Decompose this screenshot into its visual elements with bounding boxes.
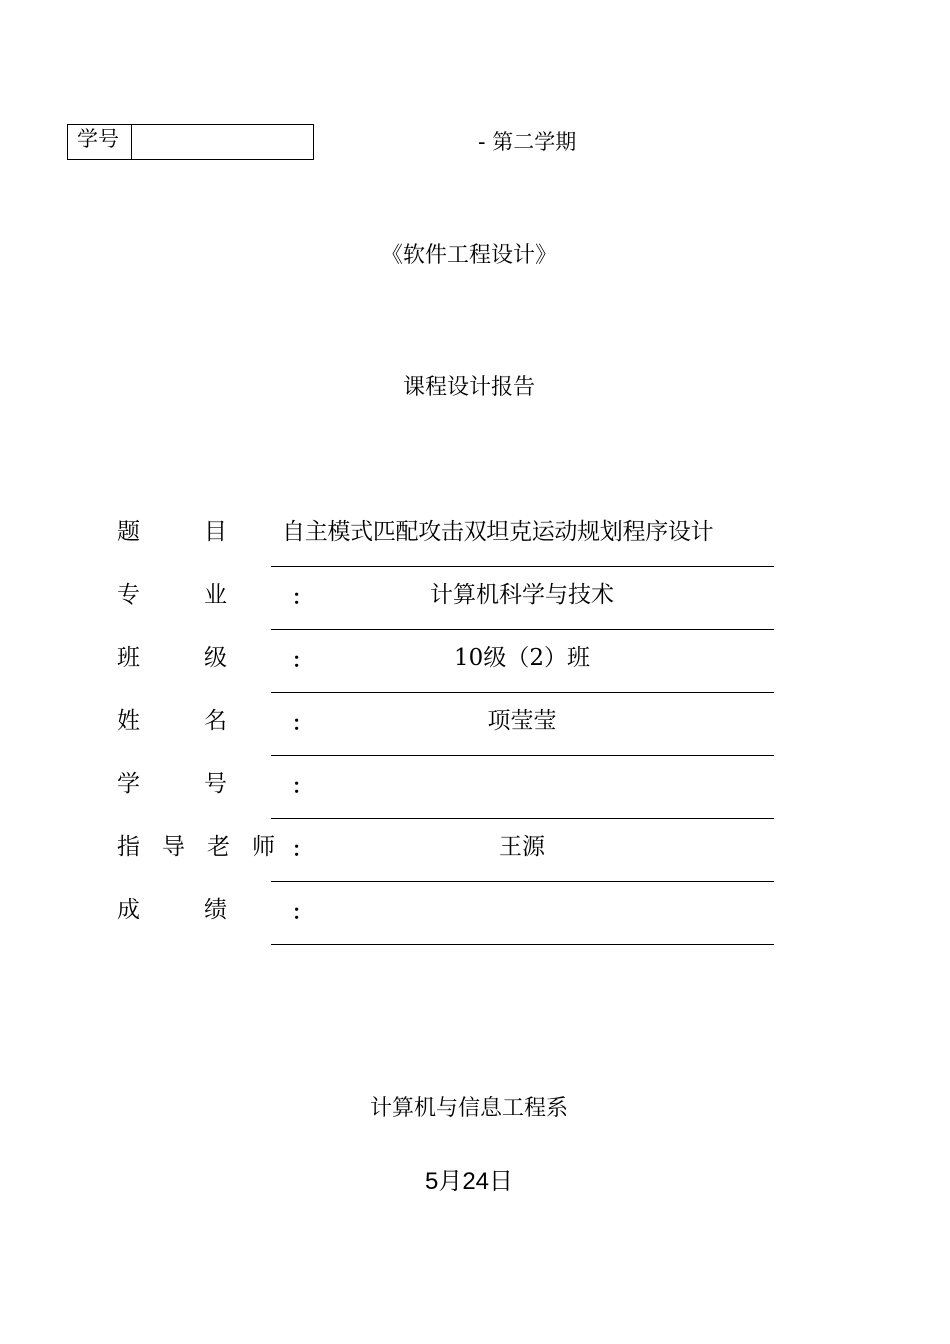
student-id-box: [67, 124, 314, 160]
info-colon: ：: [292, 711, 312, 735]
info-label-name: 姓 名: [117, 708, 227, 734]
info-label-advisor: 指 导 老 师: [117, 834, 275, 860]
info-colon: ：: [292, 585, 312, 609]
info-row-topic: [0, 503, 950, 566]
info-label-topic: 题 目: [117, 519, 227, 545]
info-label-grade: 成 绩: [117, 897, 227, 923]
info-row-grade: [0, 881, 950, 944]
info-row-class: [0, 629, 950, 692]
info-value-major: 计算机科学与技术: [430, 582, 614, 608]
info-underline: [271, 944, 774, 945]
info-label-student-id: 学 号: [117, 771, 227, 797]
course-title: 《软件工程设计》: [380, 243, 557, 268]
semester-text: - 第二学期: [478, 130, 577, 154]
info-value-advisor: 王源: [499, 834, 545, 860]
info-row-major: [0, 566, 950, 629]
department-name: 计算机与信息工程系: [369, 1096, 568, 1121]
info-value-name: 项莹莹: [487, 708, 557, 734]
info-row-advisor: [0, 818, 950, 881]
info-colon: ：: [292, 900, 312, 924]
info-row-student-id: [0, 755, 950, 818]
info-colon: ：: [292, 774, 312, 798]
info-value-topic: 自主模式匹配攻击双坦克运动规划程序设计: [282, 519, 714, 545]
report-date: 5月24日: [424, 1168, 514, 1195]
student-id-field[interactable]: [132, 125, 313, 159]
report-title: 课程设计报告: [402, 375, 535, 400]
info-row-name: [0, 692, 950, 755]
info-colon: ：: [292, 837, 312, 861]
student-id-label: 学号: [68, 125, 132, 159]
info-colon: ：: [292, 648, 312, 672]
info-label-major: 专 业: [117, 582, 227, 608]
info-value-class: 10级（2）班: [454, 645, 590, 671]
info-label-class: 班 级: [117, 645, 227, 671]
